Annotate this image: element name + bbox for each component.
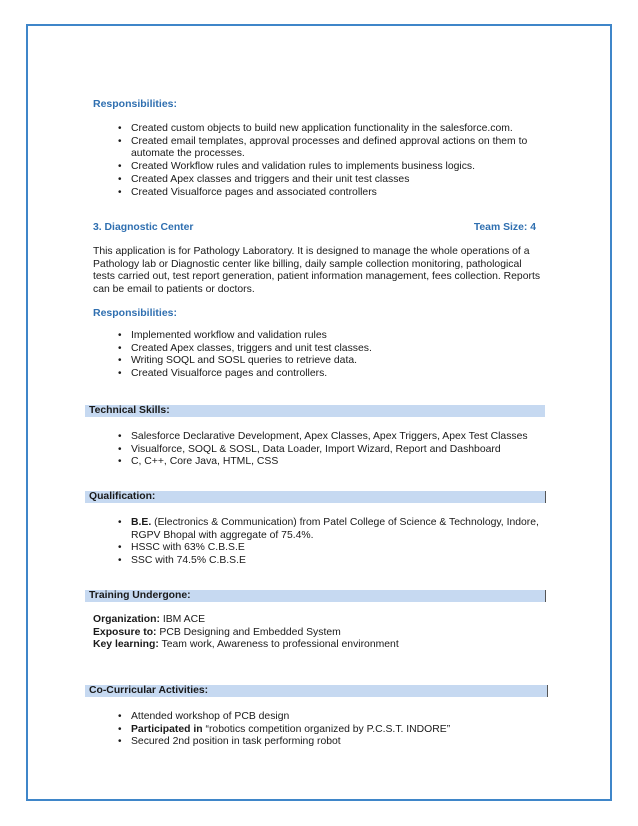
responsibilities-heading: Responsibilities:: [93, 98, 178, 110]
list-item: [118, 555, 546, 568]
list-item: [118, 724, 548, 737]
list-item: [118, 517, 546, 542]
list-item: [118, 736, 548, 749]
section-title: Qualification:: [89, 491, 156, 502]
responsibilities-list-1: [118, 123, 548, 199]
list-item: • Created email templates, approval processes and defined approval actions on them to automate the processes.: [118, 136, 548, 161]
training-line: [93, 639, 399, 652]
qualification-text: SSC with 74.5% C.B.S.E: [131, 555, 246, 567]
training-value: Team work, Awareness to professional environment: [158, 639, 399, 651]
section-title: Training Undergone:: [89, 590, 191, 601]
training-label: Organization:: [93, 614, 160, 625]
responsibilities-list-2: [118, 330, 548, 381]
project-description: This application is for Pathology Laboratory. It is designed to manage the whole operations of a Pathology lab or Diagnostic center like billing, daily sample collection monitoring, pathological tests carried out, test report generation, patient information management, fees collection. Reports can be email to patients or doctors.: [93, 246, 541, 296]
bar-end-mark: [545, 491, 546, 503]
training-line: [93, 627, 399, 640]
list-item: • Created Workflow rules and validation rules to implements business logics.: [118, 161, 548, 174]
section-bar-training: [85, 590, 545, 602]
training-details: [93, 614, 399, 652]
technical-skills-list: [118, 431, 548, 469]
training-label: Exposure to:: [93, 626, 157, 638]
list-item: • Visualforce, SOQL & SOSL, Data Loader, Import Wizard, Report and Dashboard: [118, 444, 548, 457]
training-value: IBM ACE: [159, 614, 206, 625]
section-title: Co-Curricular Activities:: [89, 685, 209, 696]
training-label: Key learning:: [93, 639, 159, 651]
project-title: 3. Diagnostic Center: [93, 222, 194, 233]
activity-text: Secured 2nd position in task performing robot: [131, 736, 341, 748]
list-item: • C, C++, Core Java, HTML, CSS: [118, 456, 548, 469]
section-bar-co-curricular: [85, 685, 547, 697]
team-size: Team Size: 4: [473, 222, 536, 233]
bar-end-mark: [545, 590, 546, 602]
bar-end-mark: [547, 685, 548, 697]
degree-label: B.E.: [131, 517, 152, 528]
list-item: • Created Apex classes, triggers and unit test classes.: [118, 343, 548, 356]
list-item: • Writing SOQL and SOSL queries to retrieve data.: [118, 355, 548, 368]
list-item: • Implemented workflow and validation rules: [118, 330, 548, 343]
activity-text: “robotics competition organized by P.C.S.T. INDORE”: [205, 723, 451, 735]
qualification-list: [118, 517, 546, 568]
activity-bold: Participated in: [131, 723, 206, 735]
section-title: Technical Skills:: [89, 405, 170, 416]
activity-text: Attended workshop of PCB design: [131, 711, 290, 722]
list-item: [118, 711, 548, 724]
list-item: [118, 542, 546, 555]
training-line: [93, 614, 399, 627]
list-item: • Created Visualforce pages and associated controllers: [118, 187, 548, 200]
section-bar-qualification: [85, 491, 545, 503]
list-item: • Created Apex classes and triggers and their unit test classes: [118, 174, 548, 187]
responsibilities-heading: Responsibilities:: [93, 307, 178, 319]
list-item: • Created Visualforce pages and controllers.: [118, 368, 548, 381]
section-bar-technical-skills: [85, 405, 545, 417]
project-heading: [93, 222, 536, 233]
list-item: • Salesforce Declarative Development, Apex Classes, Apex Triggers, Apex Test Classes: [118, 431, 548, 444]
qualification-text: HSSC with 63% C.B.S.E: [131, 542, 245, 554]
list-item: • Created custom objects to build new application functionality in the salesforce.com.: [118, 123, 548, 136]
co-curricular-list: [118, 711, 548, 749]
degree-text: (Electronics & Communication) from Patel College of Science & Technology, Indore, RGPV Bhopal with aggregate of 75.4%.: [131, 517, 539, 541]
training-value: PCB Designing and Embedded System: [156, 626, 341, 638]
